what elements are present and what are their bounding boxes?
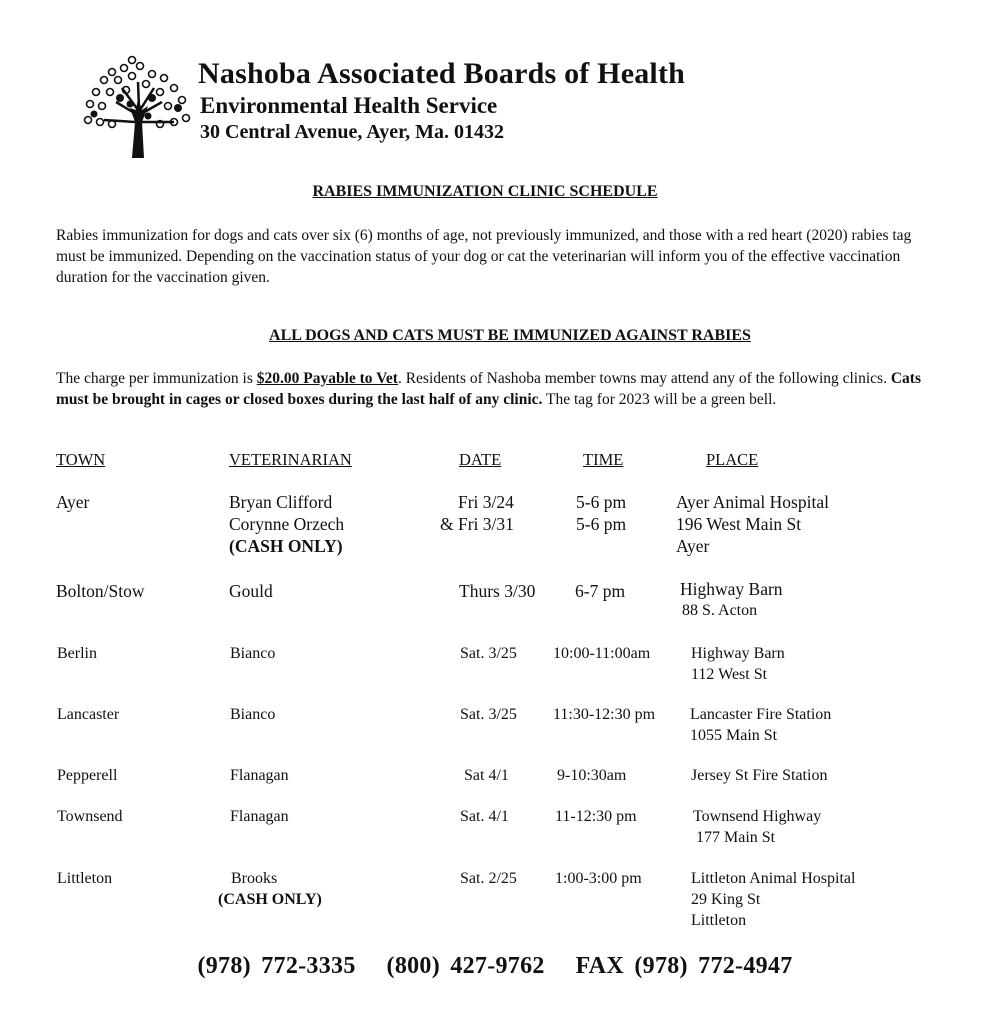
time-cell: 1:00-3:00 pm (555, 870, 642, 887)
place-cell (680, 579, 783, 621)
date-cell: Sat 4/1 (464, 767, 509, 784)
town-cell: Lancaster (57, 706, 120, 723)
veterinarian-name: Bryan Clifford (229, 492, 333, 512)
phone-number: (978) 772-3335 (197, 953, 356, 979)
cash-only-note: (CASH ONLY) (218, 891, 322, 908)
place-name: Townsend Highway (693, 808, 822, 825)
date-cell: Sat. 2/25 (460, 870, 517, 887)
time-cell: 11-12:30 pm (555, 808, 637, 825)
place-cell (690, 704, 831, 746)
org-name: Nashoba Associated Boards of Health (198, 57, 686, 90)
place-cell (693, 806, 821, 848)
column-header-time: TIME (583, 450, 624, 469)
date-cell: Sat. 3/25 (460, 645, 517, 662)
charge-middle: . Residents of Nashoba member towns may attend any of the following clinics. (397, 370, 891, 387)
veterinarian-cell: Bianco (230, 706, 276, 723)
fax-number: FAX (978) 772-4947 (575, 953, 793, 979)
town-cell: Ayer (56, 492, 90, 512)
place-name: Ayer Animal Hospital (676, 492, 829, 512)
column-header-town: TOWN (56, 450, 106, 469)
mandate-heading: ALL DOGS AND CATS MUST BE IMMUNIZED AGAINST RABIES (269, 327, 751, 344)
charge-prefix: The charge per immunization is (56, 370, 257, 387)
place-cell (691, 868, 855, 931)
date-value: & Fri 3/31 (440, 514, 514, 534)
veterinarian-cell (218, 868, 322, 910)
charge-suffix: The tag for 2023 will be a green bell. (542, 391, 777, 408)
page-title: RABIES IMMUNIZATION CLINIC SCHEDULE (312, 183, 658, 200)
date-cell: Sat. 4/1 (460, 808, 509, 825)
place-address: 29 King St (691, 891, 761, 908)
place-cell (691, 643, 785, 685)
place-address: 1055 Main St (690, 727, 778, 744)
tree-logo-icon (82, 52, 194, 160)
time-value: 5-6 pm (576, 492, 627, 512)
place-address: 196 West Main St (676, 514, 802, 534)
intro-paragraph: Rabies immunization for dogs and cats over six (6) months of age, not previously immunized, and those with a red heart (2020) rabies tag must be immunized. Depending on the vaccination status of your dog or cat the veterinarian will inform you of the effective vaccination duration for the vaccination given. (56, 227, 912, 286)
place-address: 177 Main St (696, 829, 776, 846)
place-name: Lancaster Fire Station (690, 706, 832, 723)
time-cell (576, 491, 626, 535)
time-cell: 6-7 pm (575, 581, 626, 601)
cages-notice: Cats must be brought in cages or closed boxes during the last half of any clinic. (56, 370, 921, 408)
veterinarian-cell: Flanagan (230, 808, 289, 825)
date-cell: Thurs 3/30 (459, 581, 536, 601)
date-cell: Sat. 3/25 (460, 706, 517, 723)
date-value: Fri 3/24 (458, 492, 514, 512)
place-address: 88 S. Acton (682, 602, 758, 619)
town-cell: Pepperell (57, 767, 118, 784)
place-name: Highway Barn (680, 579, 783, 599)
department-name: Environmental Health Service (200, 93, 498, 118)
date-cell (440, 491, 514, 535)
place-town: Littleton (691, 912, 747, 929)
place-cell: Jersey St Fire Station (691, 767, 828, 784)
org-address: 30 Central Avenue, Ayer, Ma. 01432 (200, 121, 505, 143)
column-header-date: DATE (459, 450, 502, 469)
place-cell (676, 491, 829, 557)
town-cell: Berlin (57, 645, 97, 662)
time-value: 5-6 pm (576, 514, 627, 534)
town-cell: Bolton/Stow (56, 581, 145, 601)
contact-footer (0, 953, 990, 980)
veterinarian-name: Brooks (231, 870, 278, 887)
veterinarian-cell: Flanagan (230, 767, 289, 784)
column-header-place: PLACE (706, 450, 759, 469)
veterinarian-cell: Gould (229, 581, 273, 601)
charge-amount: $20.00 Payable to Vet (256, 370, 398, 387)
town-cell: Townsend (57, 808, 123, 825)
veterinarian-cell (229, 491, 344, 557)
toll-free-number: (800) 427-9762 (386, 953, 545, 979)
veterinarian-name: Corynne Orzech (229, 514, 345, 534)
time-cell: 10:00-11:00am (553, 645, 651, 662)
place-town: Ayer (676, 536, 710, 556)
time-cell: 9-10:30am (557, 767, 627, 784)
column-header-veterinarian: VETERINARIAN (229, 450, 352, 469)
time-cell: 11:30-12:30 pm (553, 706, 656, 723)
place-address: 112 West St (691, 666, 768, 683)
cash-only-note: (CASH ONLY) (229, 536, 343, 556)
town-cell: Littleton (57, 870, 113, 887)
place-name: Littleton Animal Hospital (691, 870, 856, 887)
charge-paragraph (56, 368, 936, 410)
veterinarian-cell: Bianco (230, 645, 276, 662)
place-name: Highway Barn (691, 645, 785, 662)
